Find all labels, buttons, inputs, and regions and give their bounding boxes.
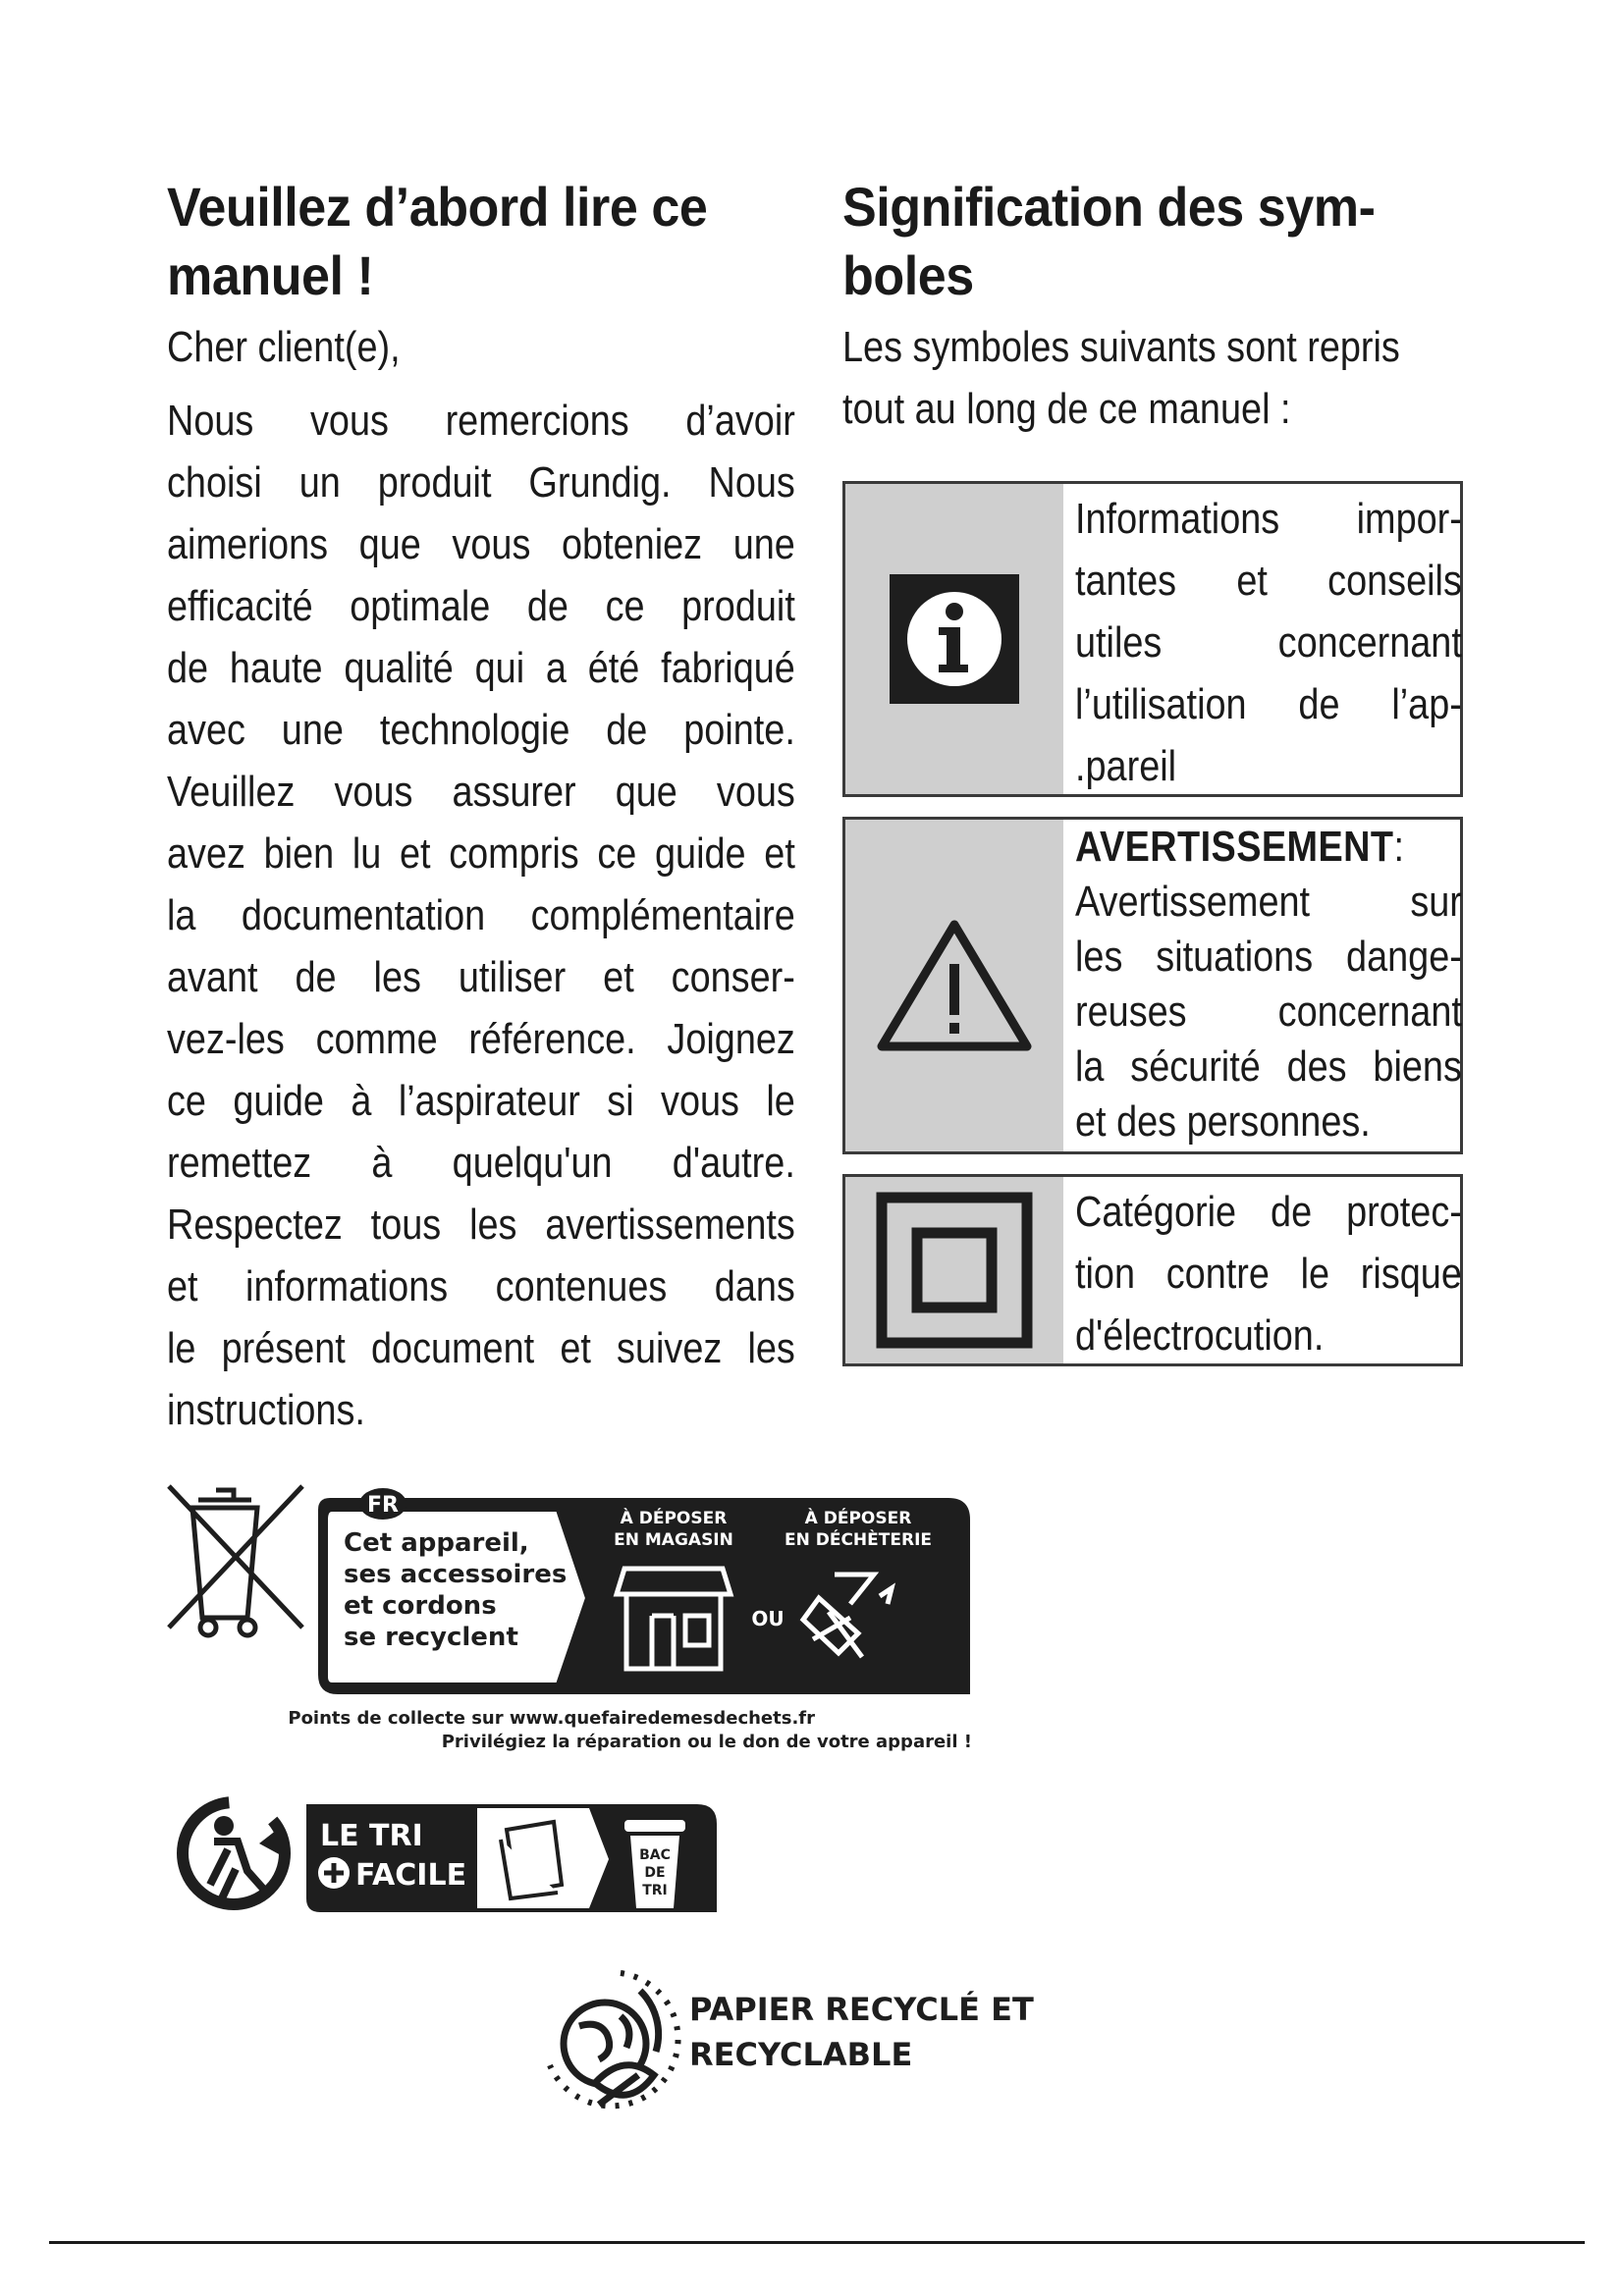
info-icon: [890, 574, 1019, 704]
paragraph-line: vez-les comme référence. Joignez: [167, 1015, 795, 1063]
info-line: utiles concernant: [1075, 618, 1462, 667]
heading-line: manuel !: [167, 244, 374, 306]
protection-line: d'électrocution.: [1075, 1311, 1325, 1360]
info-line: l’utilisation de l’ap-: [1075, 680, 1462, 728]
double-insulation-icon: [876, 1192, 1033, 1349]
info-line: tantes et conseils: [1075, 557, 1462, 605]
warning-title: AVERTISSEMENT: [1075, 823, 1394, 871]
paragraph-line: et informations contenues dans: [167, 1262, 795, 1310]
intro-column: [167, 173, 795, 1441]
paper-label-line1: PAPIER RECYCLÉ ET: [689, 1991, 1034, 2028]
paragraph-line: Veuillez vous assurer que vous: [167, 768, 795, 816]
paragraph-line: efficacité optimale de ce produit: [167, 582, 795, 630]
paper-sheet-icon: [501, 1822, 562, 1898]
paragraph-line: ce guide à l’aspirateur si vous le: [167, 1077, 795, 1125]
globe-leaf-icon: [550, 1973, 678, 2106]
greeting: Cher client(e),: [167, 323, 401, 371]
warning-line: Avertissement sur: [1075, 878, 1462, 926]
repair-advice-text: Privilégiez la réparation ou le don de votre appareil !: [441, 1732, 972, 1752]
info-icon-cell: [845, 484, 1063, 794]
warning-line: les situations dange-: [1075, 933, 1462, 981]
heading-line: Veuillez d’abord lire ce: [167, 176, 708, 238]
paragraph-line: avant de les utiliser et conser-: [167, 953, 795, 1001]
dump-label: EN DÉCHÈTERIE: [784, 1530, 933, 1550]
info-symbol-box: [842, 481, 1463, 797]
protection-line: Catégorie de protec-: [1075, 1188, 1462, 1236]
protection-icon-cell: [845, 1177, 1063, 1363]
facile-label: FACILE: [355, 1858, 467, 1893]
protection-description: [1075, 1181, 1462, 1366]
footer-rule: [49, 2241, 1585, 2244]
paragraph-line: Respectez tous les avertissements: [167, 1201, 795, 1249]
device-text-line: se recyclent: [344, 1623, 518, 1652]
symbols-column: [842, 173, 1467, 440]
info-line: Informations impor-: [1075, 495, 1462, 543]
paragraph-line: Nous vous remercions d’avoir: [167, 397, 795, 445]
paragraph-line: instructions.: [167, 1386, 365, 1434]
shop-label: À DÉPOSER: [620, 1509, 728, 1528]
paragraph-line: la documentation complémentaire: [167, 891, 795, 939]
dump-label: À DÉPOSER: [804, 1509, 912, 1528]
triman-icon: [183, 1802, 285, 1904]
paragraph-line: remettez à quelqu'un d'autre.: [167, 1139, 795, 1187]
protection-symbol-box: [842, 1174, 1463, 1366]
warning-icon-cell: [845, 820, 1063, 1151]
device-text-line: Cet appareil,: [344, 1528, 529, 1558]
info-description: [1075, 488, 1462, 797]
bin-label: BAC: [639, 1847, 671, 1863]
country-badge: FR: [367, 1493, 399, 1518]
read-manual-heading: [167, 173, 797, 310]
symbols-intro: [842, 316, 1467, 440]
intro-paragraph: [167, 390, 795, 1441]
triman-logo: [177, 1790, 727, 1922]
bin-label: TRI: [642, 1883, 668, 1898]
warning-colon: :: [1393, 823, 1404, 871]
paper-label-line2: RECYCLABLE: [689, 2036, 913, 2073]
crossed-bin-icon: [169, 1486, 302, 1635]
device-text-line: ses accessoires: [344, 1560, 568, 1589]
paragraph-line: aimerions que vous obteniez une: [167, 520, 795, 568]
weee-recycling-logo: [163, 1480, 978, 1759]
shop-label: EN MAGASIN: [614, 1530, 733, 1550]
heading-line: Signification des sym-: [842, 176, 1376, 238]
warning-line: et des personnes.: [1075, 1097, 1371, 1146]
collection-points-text: Points de collecte sur www.quefairedemesdechets.fr: [288, 1708, 815, 1729]
le-tri-label: LE TRI: [320, 1819, 423, 1853]
intro-line: Les symboles suivants sont repris: [842, 323, 1400, 371]
protection-line: tion contre le risque: [1075, 1250, 1462, 1298]
or-label: OU: [751, 1607, 785, 1630]
warning-line: la sécurité des biens: [1075, 1042, 1462, 1091]
info-line: .pareil: [1075, 742, 1177, 790]
warning-symbol-box: [842, 817, 1463, 1154]
heading-line: boles: [842, 244, 974, 306]
warning-description: [1075, 820, 1462, 1149]
paragraph-line: le présent document et suivez les: [167, 1324, 795, 1372]
warning-triangle-icon: [876, 917, 1033, 1054]
device-text-line: et cordons: [344, 1591, 497, 1621]
paragraph-line: choisi un produit Grundig. Nous: [167, 458, 795, 507]
paragraph-line: avez bien lu et compris ce guide et: [167, 829, 795, 878]
warning-line: reuses concernant: [1075, 988, 1462, 1036]
intro-line: tout au long de ce manuel :: [842, 385, 1291, 433]
recycled-paper-logo: [530, 1957, 1080, 2124]
paragraph-line: avec une technologie de pointe.: [167, 706, 795, 754]
bin-label: DE: [644, 1865, 666, 1881]
paragraph-line: de haute qualité qui a été fabriqué: [167, 644, 795, 692]
symbols-heading: [842, 173, 1467, 310]
